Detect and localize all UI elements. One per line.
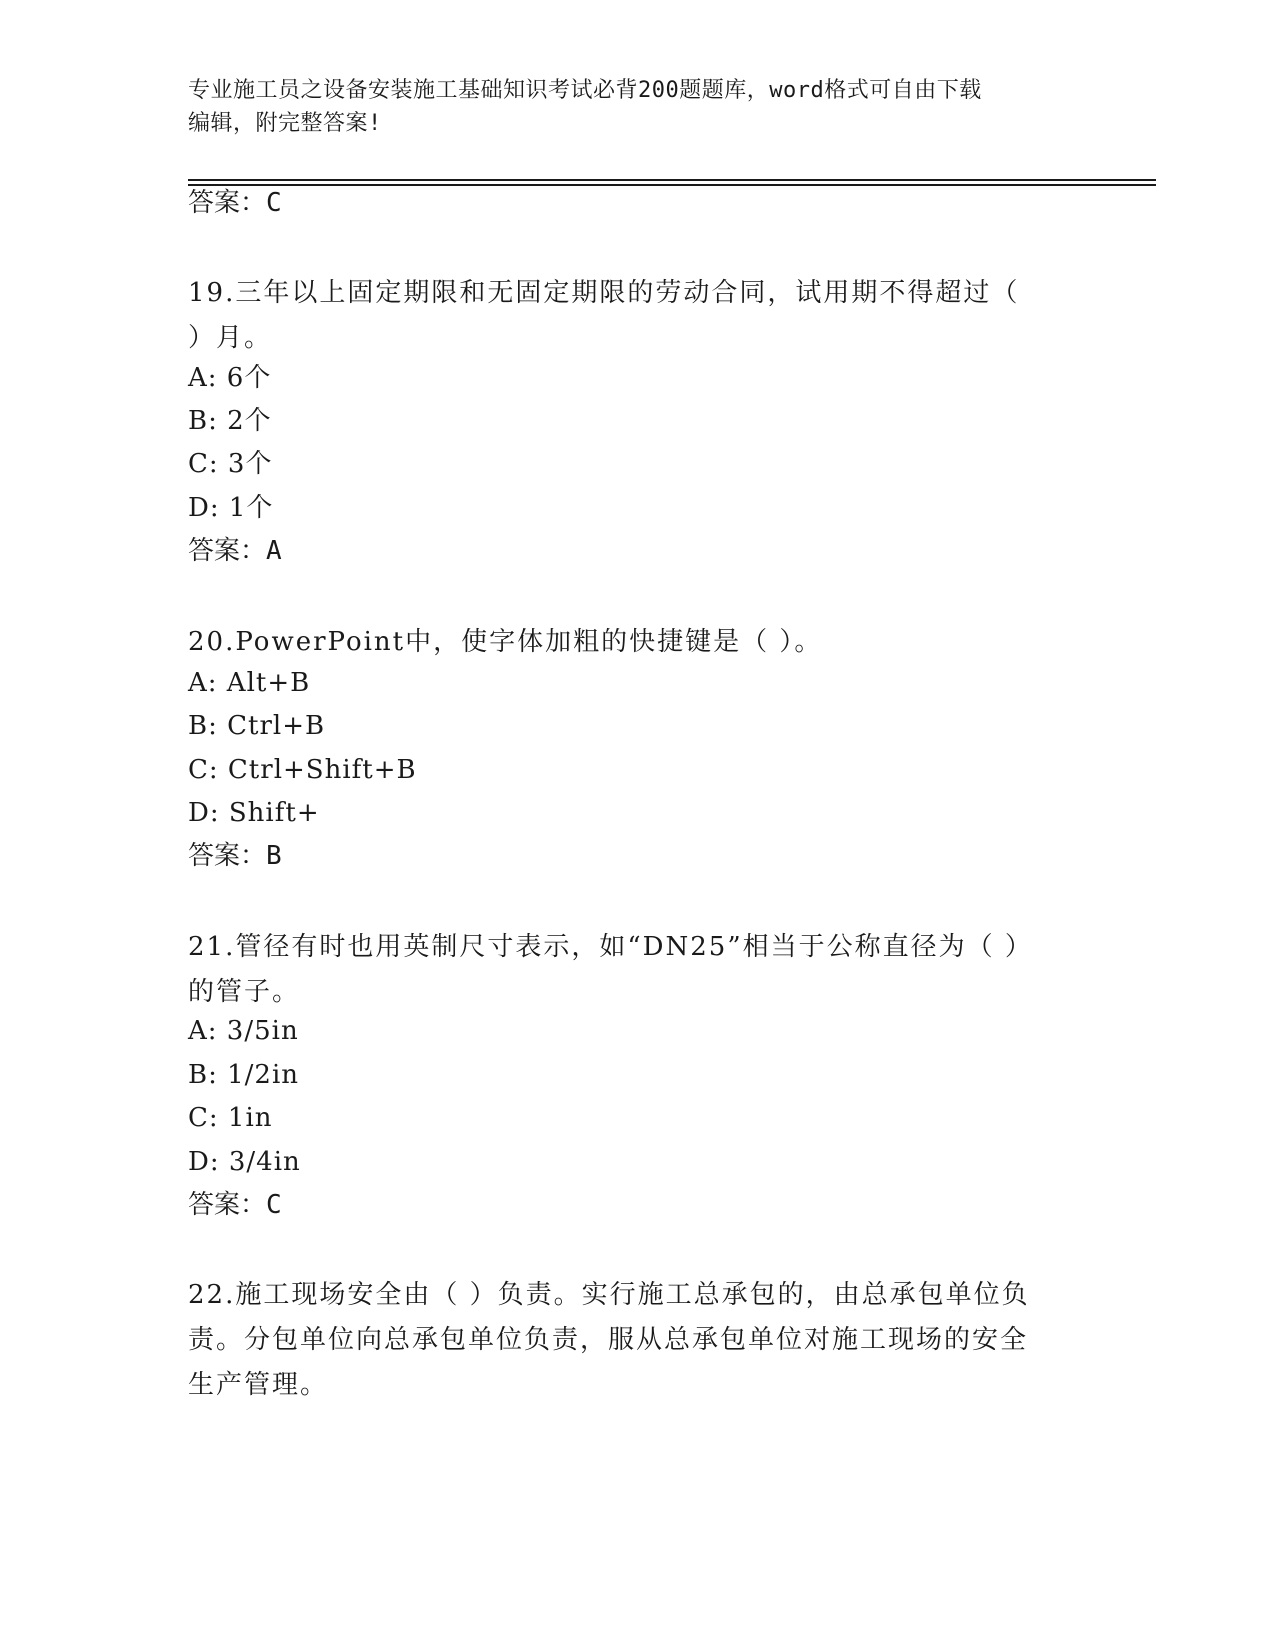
question-22-line-1: 22.施工现场安全由（ ）负责。实行施工总承包的，由总承包单位负 <box>188 1280 1030 1310</box>
question-20-text <box>188 620 1068 665</box>
question-21-option-d: D: 3/4in <box>188 1147 301 1177</box>
question-19-option-a: A: 6个 <box>188 363 272 393</box>
question-21-option-a: A: 3/5in <box>188 1016 299 1046</box>
question-19-text <box>188 271 1068 361</box>
question-21-line-2: 的管子。 <box>188 977 301 1007</box>
question-21-line-1: 21.管径有时也用英制尺寸表示，如“DN25”相当于公称直径为（ ） <box>188 932 1033 962</box>
question-19-option-c: C: 3个 <box>188 449 273 479</box>
header-line-1: 专业施工员之设备安装施工基础知识考试必背200题题库，word格式可自由下载 <box>188 78 982 103</box>
answer-question-19: 答案：A <box>188 536 282 566</box>
question-19-line-1: 19.三年以上固定期限和无固定期限的劳动合同，试用期不得超过（ <box>188 278 1020 308</box>
header-divider-bottom <box>188 184 1156 186</box>
question-22-text <box>188 1273 1068 1408</box>
question-22-line-2: 责。分包单位向总承包单位负责，服从总承包单位对施工现场的安全 <box>188 1325 1029 1355</box>
question-20-line-1: 20.PowerPoint中，使字体加粗的快捷键是（ ）。 <box>188 627 823 657</box>
question-21-option-c: C: 1in <box>188 1103 273 1133</box>
answer-previous: 答案：C <box>188 188 282 218</box>
answer-question-20: 答案：B <box>188 841 282 871</box>
question-20-option-b: B: Ctrl+B <box>188 711 326 741</box>
header-line-2: 编辑，附完整答案! <box>188 111 382 136</box>
page-header <box>188 74 1088 140</box>
question-21-text <box>188 925 1068 1015</box>
question-21-option-b: B: 1/2in <box>188 1060 300 1090</box>
question-19-option-b: B: 2个 <box>188 406 272 436</box>
question-20-option-d: D: Shift+ <box>188 798 320 828</box>
question-19-line-2: ）月。 <box>188 323 273 353</box>
answer-question-21: 答案：C <box>188 1190 282 1220</box>
question-22-line-3: 生产管理。 <box>188 1370 329 1400</box>
question-19-option-d: D: 1个 <box>188 493 274 523</box>
question-20-option-a: A: Alt+B <box>188 668 311 698</box>
question-20-option-c: C: Ctrl+Shift+B <box>188 755 417 785</box>
header-divider-top <box>188 179 1156 181</box>
